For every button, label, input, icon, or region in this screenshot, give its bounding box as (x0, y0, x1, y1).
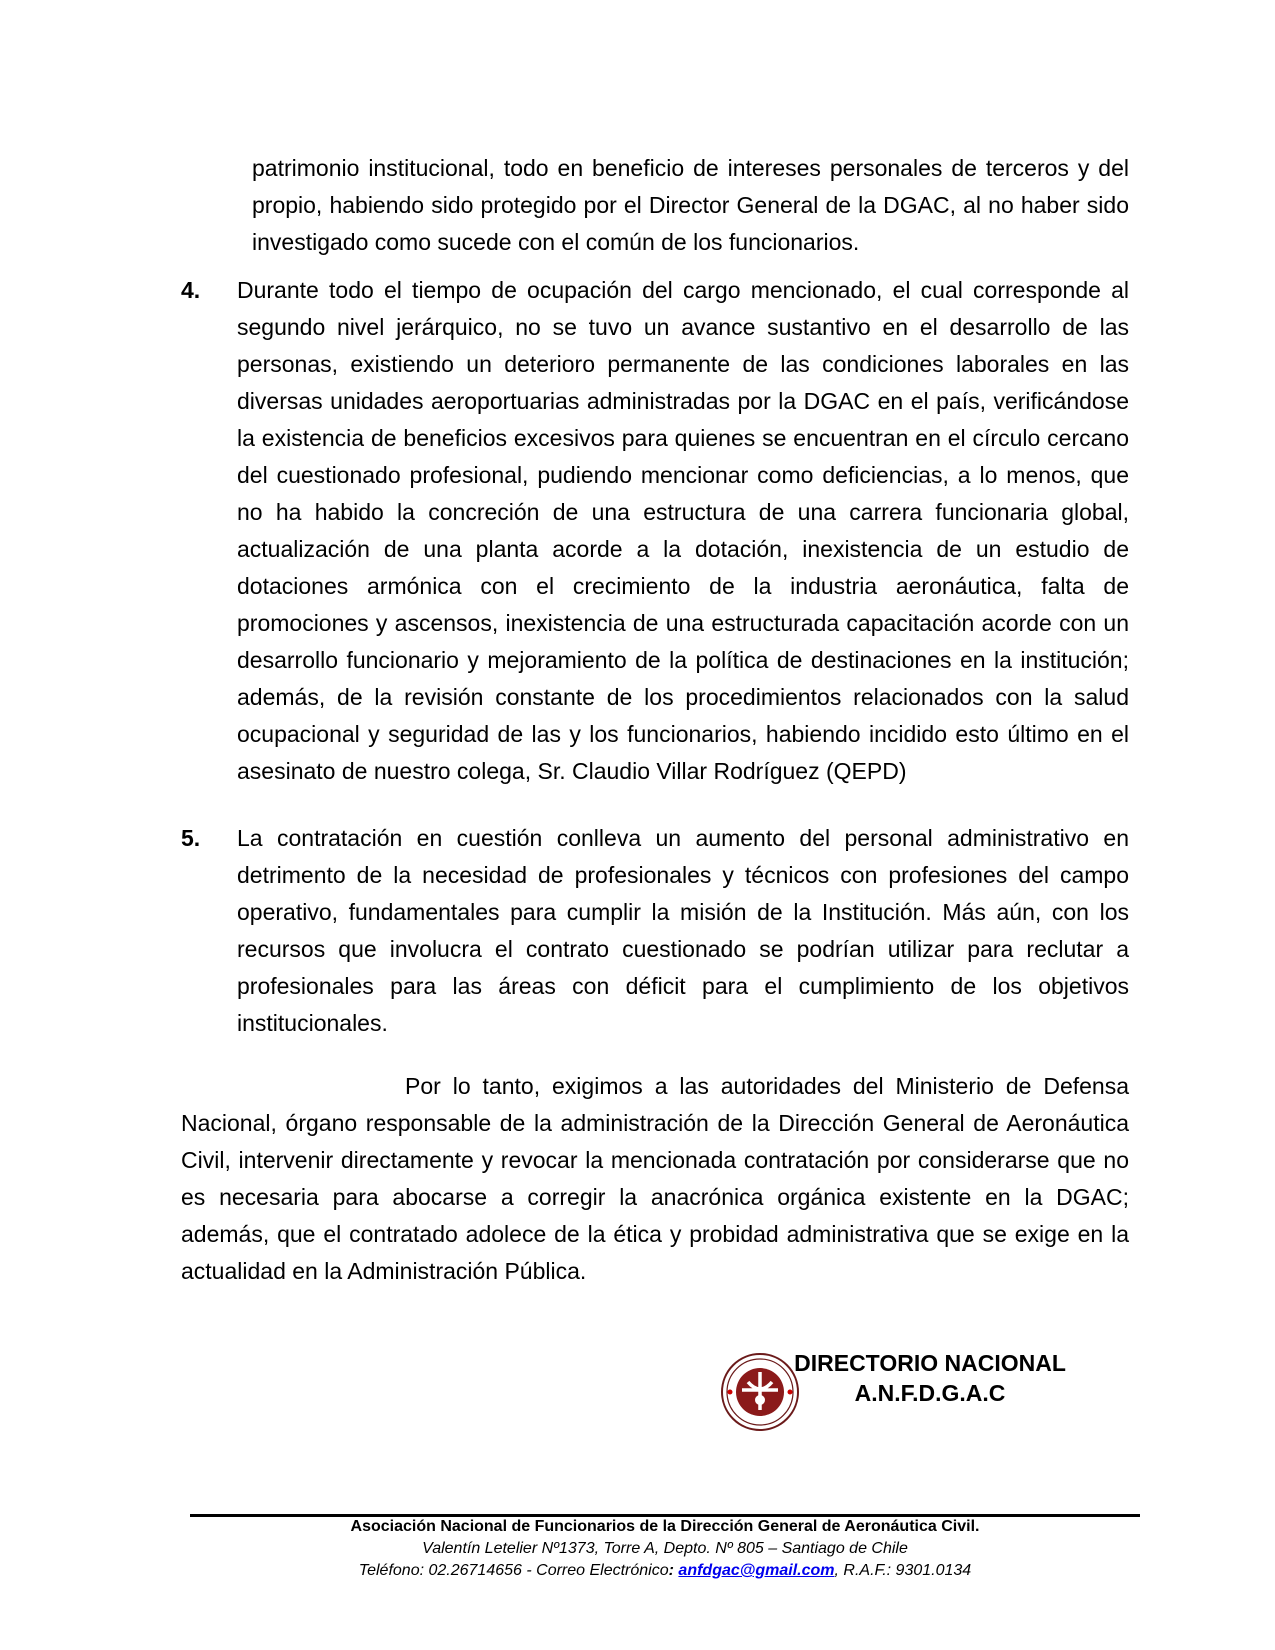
footer-address: Valentín Letelier Nº1373, Torre A, Depto. Nº 805 – Santiago de Chile (422, 1540, 908, 1557)
item-text-5: La contratación en cuestión conlleva un aumento del personal administrativo en detrimento de la necesidad de profesionales y técnicos con profesiones del campo operativo, fundamentales para cumplir la misión de la Institución. Más aún, con los recursos que involucra el contrato cuestionado se podrían utilizar para reclutar a profesionales para las áreas con déficit para el cumplimiento de los objetivos institucionales. (237, 825, 1129, 1036)
footer-contact (190, 1560, 1140, 1582)
item-text-4: Durante todo el tiempo de ocupación del cargo mencionado, el cual corresponde al segundo nivel jerárquico, no se tuvo un avance sustantivo en el desarrollo de las personas, existiendo un deterioro permanente de las condiciones laborales en las diversas unidades aeroportuarias administradas por la DGAC en el país, verificándose la existencia de beneficios excesivos para quienes se encuentran en el círculo cercano del cuestionado profesional, pudiendo mencionar como deficiencias, a lo menos, que no ha habido la concreción de una estructura de una carrera funcionaria global, actualización de una planta acorde a la dotación, inexistencia de un estudio de dotaciones armónica con el crecimiento de la industria aeronáutica, falta de promociones y ascensos, inexistencia de una estructurada capacitación acorde con un desarrollo funcionario y mejoramiento de la política de destinaciones en la institución; además, de la revisión constante de los procedimientos relacionados con la salud ocupacional y seguridad de las y los funcionarios, habiendo incidido esto último en el asesinato de nuestro colega, Sr. Claudio Villar Rodríguez (QEPD) (237, 277, 1129, 784)
signature-line-2: A.N.F.D.G.A.C (854, 1380, 1006, 1406)
item-number-5: 5. (181, 825, 201, 851)
footer-raf: , R.A.F.: 9301.0134 (834, 1562, 972, 1579)
signature-block (770, 1348, 1090, 1408)
footer (190, 1516, 1140, 1582)
paragraph-continuation: patrimonio institucional, todo en beneficio de intereses personales de terceros y del propio, habiendo sido protegido por el Director General de la DGAC, al no haber sido investigado como sucede con el común de los funcionarios. (252, 155, 1129, 255)
signature-line-1: DIRECTORIO NACIONAL (794, 1350, 1066, 1376)
footer-phone: Teléfono: 02.26714656 - Correo Electrónico (358, 1562, 669, 1579)
footer-colon: : (668, 1562, 679, 1579)
item-number-4: 4. (181, 277, 201, 303)
footer-org: Asociación Nacional de Funcionarios de la Dirección General de Aeronáutica Civil. (350, 1518, 980, 1535)
footer-email-link[interactable]: anfdgac@gmail.com (678, 1562, 835, 1579)
conclusion-paragraph: Por lo tanto, exigimos a las autoridades del Ministerio de Defensa Nacional, órgano responsable de la administración de la Dirección General de Aeronáutica Civil, intervenir directamente y revocar la mencionada contratación por considerarse que no es necesaria para abocarse a corregir la anacrónica orgánica existente en la DGAC; además, que el contratado adolece de la ética y probidad administrativa que se exige en la actualidad en la Administración Pública. (181, 1073, 1129, 1284)
